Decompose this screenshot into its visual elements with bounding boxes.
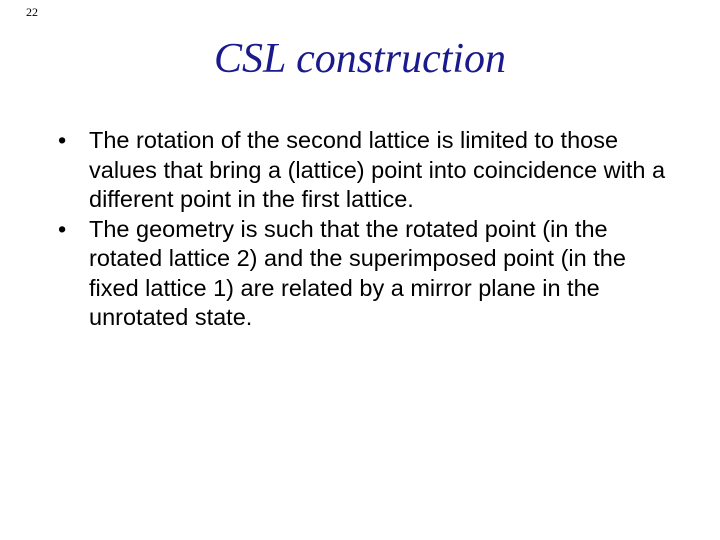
slide-number: 22 [26, 5, 38, 19]
bullet-text: The rotation of the second lattice is limited to those values that bring a (lattice) point into coincidence with a different point in the first lattice. [89, 127, 666, 212]
bullet-icon: • [58, 127, 67, 153]
bullet-text: The geometry is such that the rotated point (in the rotated lattice 2) and the superimposed point (in the fixed lattice 1) are related by a mirror plane in the unrotated state. [89, 215, 626, 330]
bullet-icon: • [58, 215, 67, 242]
bullet-item [58, 215, 678, 333]
bullet-list [58, 126, 678, 333]
slide-title: CSL construction [213, 36, 507, 82]
bullet-item [58, 126, 678, 215]
